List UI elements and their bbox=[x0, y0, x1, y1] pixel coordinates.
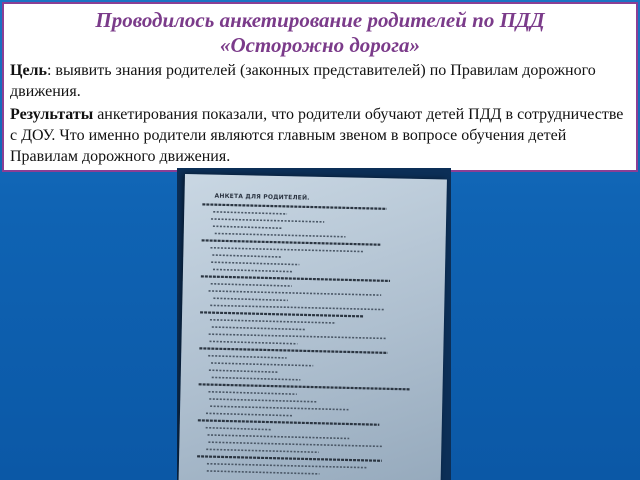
text-line bbox=[209, 291, 382, 295]
text-line bbox=[208, 356, 286, 358]
text-line bbox=[213, 212, 287, 214]
text-line bbox=[197, 456, 382, 460]
text-line bbox=[199, 348, 387, 353]
text-line bbox=[200, 312, 363, 316]
text-line bbox=[210, 305, 385, 309]
text-line bbox=[211, 262, 299, 264]
questionnaire-photo bbox=[177, 168, 451, 480]
text-line bbox=[209, 334, 387, 338]
handwritten-lines-image bbox=[179, 174, 447, 480]
title-line-1: Проводилось анкетирование родителей по ПДД bbox=[95, 8, 545, 32]
results-text: анкетирования показали, что родители обучают детей ПДД в сотрудничестве с ДОУ. Что именно родители являются главным звеном в вопросе обучения детей Правилам дорожного движения. bbox=[10, 106, 624, 165]
slide-title bbox=[10, 8, 630, 58]
text-line bbox=[207, 471, 320, 474]
text-box bbox=[2, 2, 638, 172]
text-line bbox=[211, 219, 324, 222]
text-line bbox=[209, 399, 317, 402]
text-line bbox=[202, 240, 381, 244]
text-line bbox=[211, 284, 292, 286]
goal-paragraph bbox=[10, 60, 630, 102]
goal-text: : выявить знания родителей (законных представителей) по Правилам дорожного движения. bbox=[10, 62, 596, 100]
text-line bbox=[210, 248, 364, 252]
text-line bbox=[213, 226, 282, 228]
text-line bbox=[208, 435, 350, 439]
text-line bbox=[213, 298, 287, 300]
results-label: Результаты bbox=[10, 106, 94, 123]
text-line bbox=[206, 449, 319, 452]
text-line bbox=[209, 370, 279, 372]
text-line bbox=[201, 276, 390, 281]
questionnaire-sheet bbox=[179, 174, 447, 480]
text-line bbox=[210, 320, 336, 323]
text-line bbox=[199, 384, 411, 389]
questionnaire-heading: АНКЕТА ДЛЯ РОДИТЕЛЕЙ. bbox=[214, 192, 310, 202]
text-line bbox=[211, 363, 313, 366]
text-line bbox=[212, 377, 301, 379]
text-line bbox=[206, 413, 293, 415]
text-line bbox=[215, 233, 346, 236]
text-line bbox=[198, 420, 379, 424]
goal-label: Цель bbox=[10, 62, 47, 79]
results-paragraph bbox=[10, 104, 630, 167]
title-line-2: «Осторожно дорога» bbox=[219, 33, 421, 57]
text-line bbox=[210, 406, 348, 409]
text-line bbox=[208, 392, 296, 394]
text-line bbox=[207, 464, 368, 468]
text-line bbox=[206, 428, 272, 430]
text-line bbox=[213, 269, 292, 271]
text-line bbox=[208, 442, 383, 446]
text-line bbox=[212, 327, 306, 330]
text-line bbox=[202, 204, 386, 208]
text-line bbox=[212, 255, 281, 257]
text-line bbox=[209, 341, 297, 343]
